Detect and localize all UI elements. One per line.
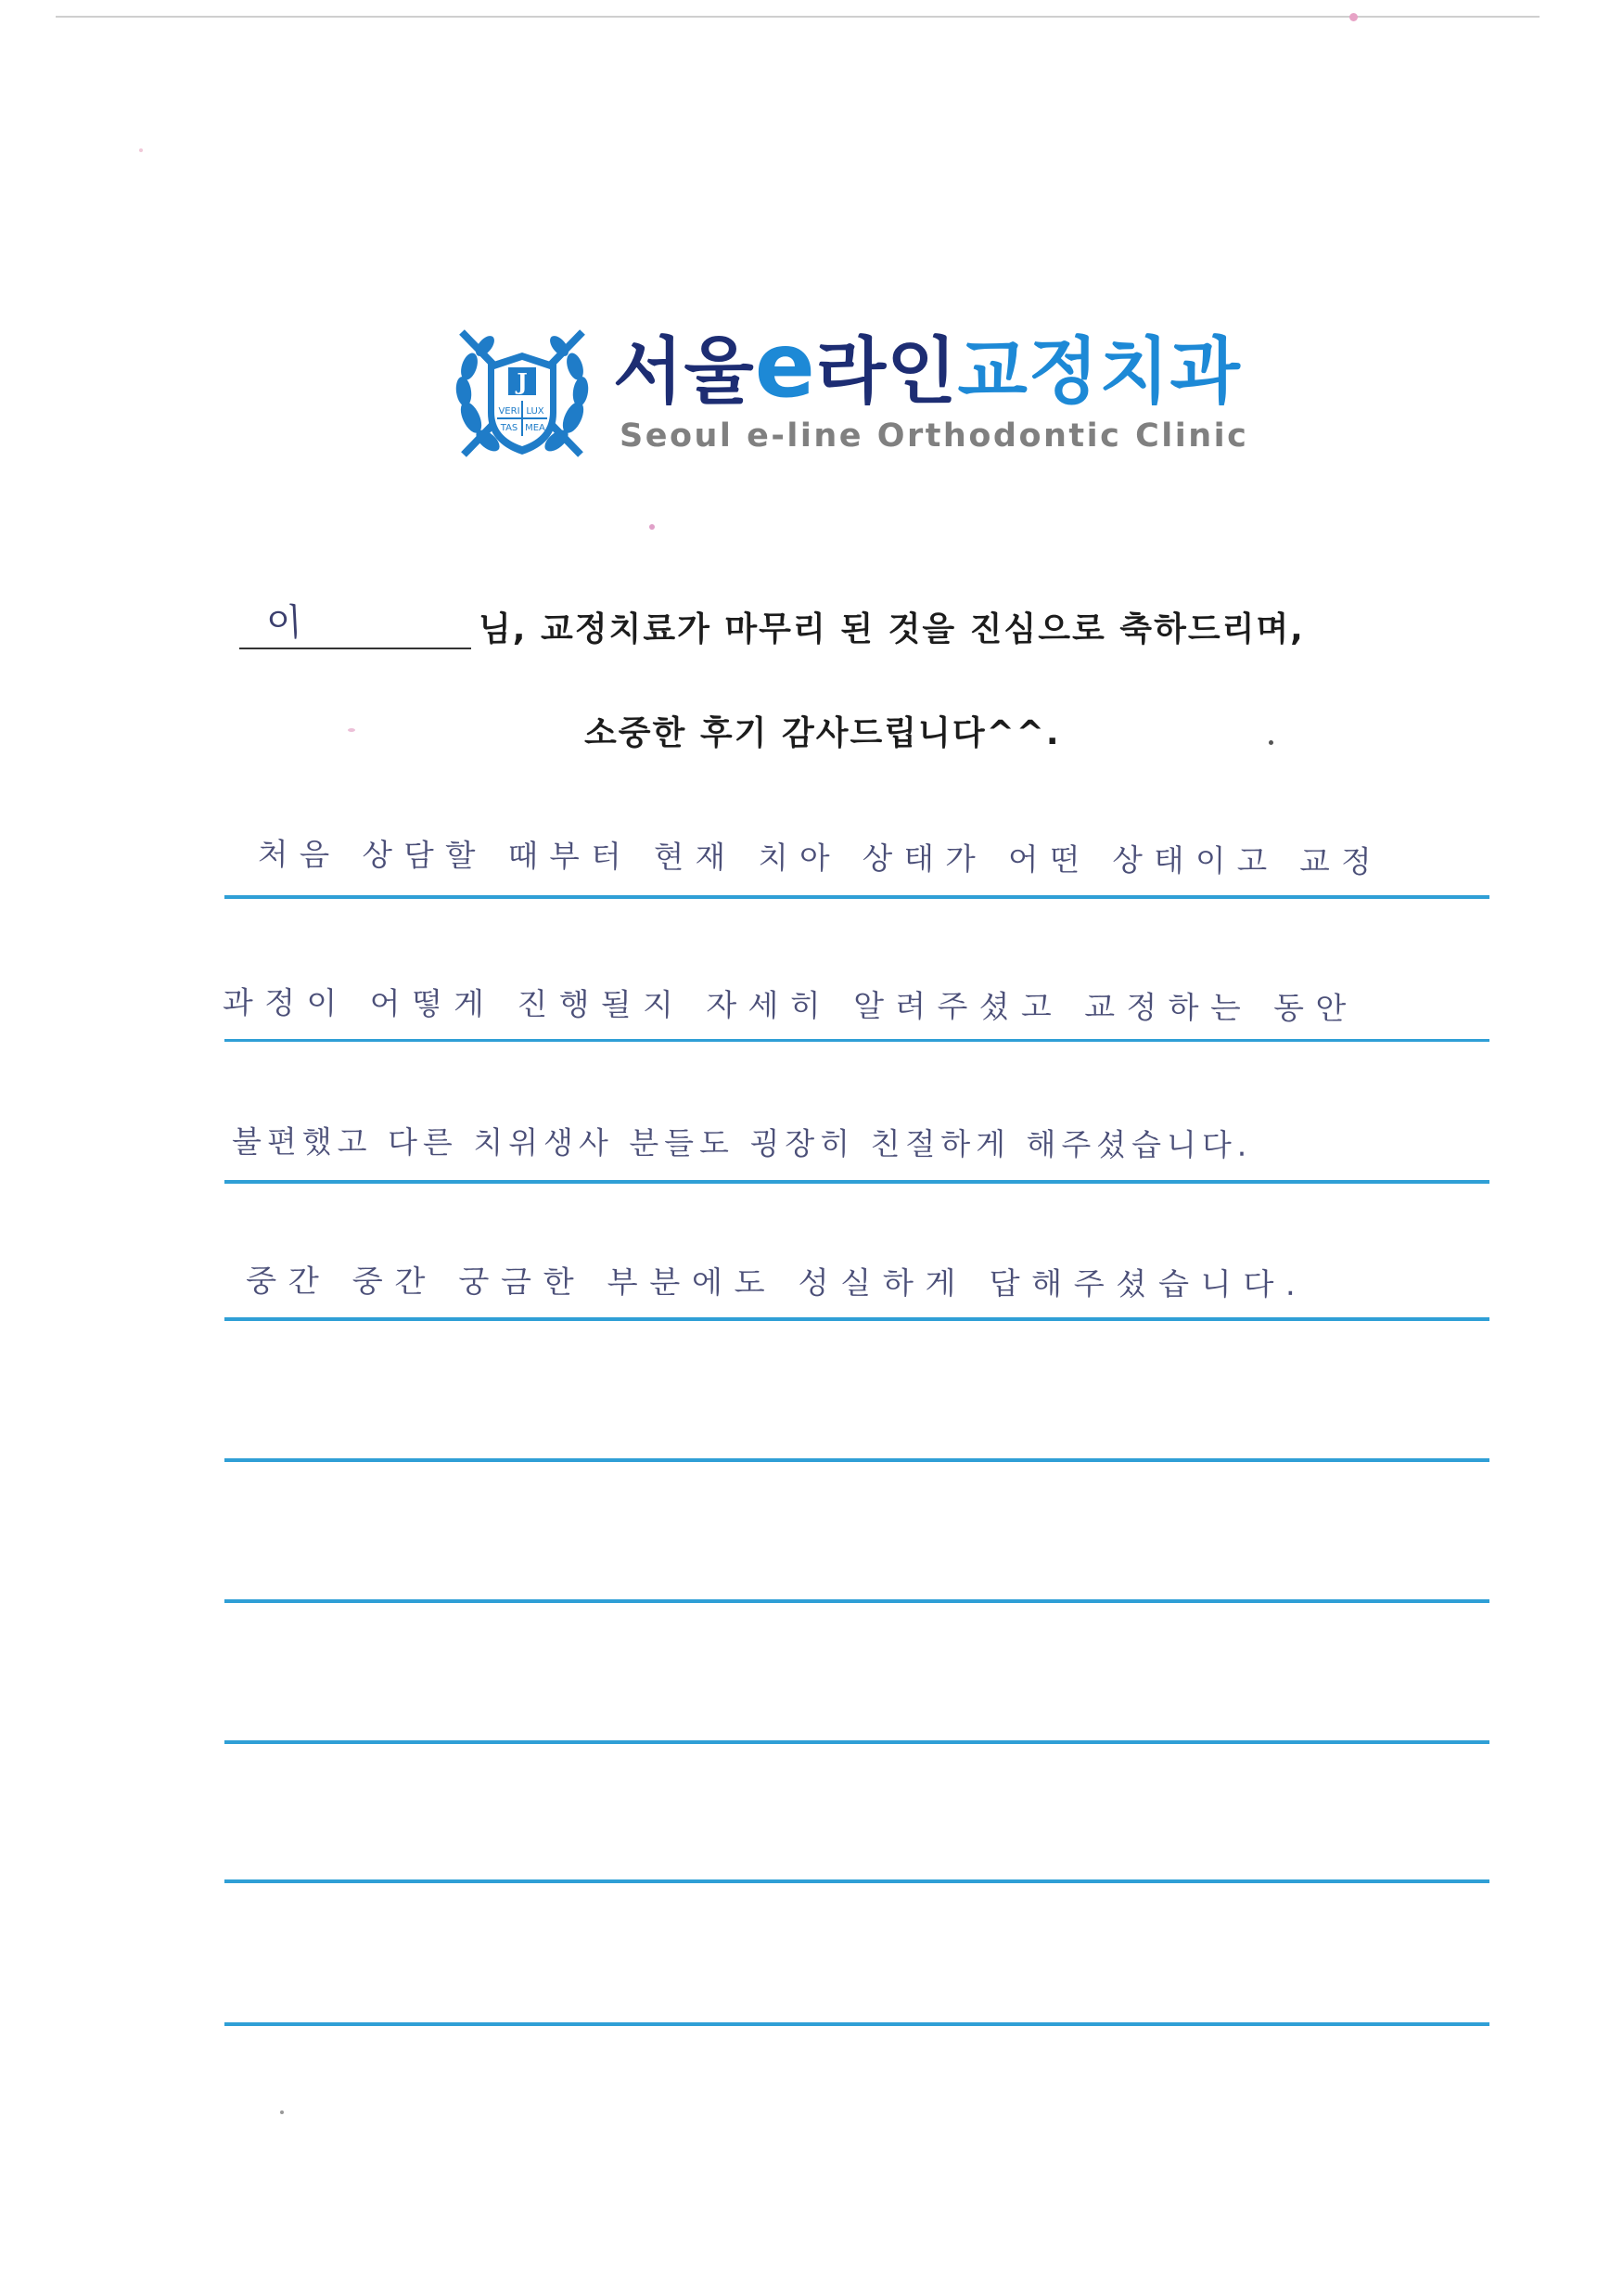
clinic-name-korean bbox=[613, 314, 1241, 417]
clinic-name-part: e bbox=[754, 314, 816, 417]
scan-speck bbox=[1349, 13, 1358, 21]
svg-text:J: J bbox=[517, 368, 528, 395]
scan-speck bbox=[649, 524, 655, 530]
ruled-line bbox=[224, 1740, 1489, 1744]
greeting-line-2: 소중한 후기 감사드립니다^^. bbox=[584, 714, 1061, 752]
ruled-line bbox=[224, 1599, 1489, 1603]
patient-name-handwritten: 이 bbox=[265, 601, 304, 646]
ruled-line bbox=[224, 1039, 1489, 1042]
emblem-text: MEA bbox=[525, 423, 545, 433]
ruled-line bbox=[224, 2022, 1489, 2026]
clinic-name-part: 서울 bbox=[613, 330, 755, 414]
greeting-line-1: 님, 교정치료가 마무리 된 것을 진심으로 축하드리며, bbox=[479, 610, 1305, 648]
ruled-line bbox=[224, 1879, 1489, 1883]
ruled-line bbox=[224, 1180, 1489, 1184]
scan-speck bbox=[1269, 740, 1273, 745]
scan-speck bbox=[348, 728, 355, 732]
scan-speck bbox=[139, 148, 143, 152]
ruled-line bbox=[224, 1458, 1489, 1462]
review-line-1: 처음 상담할 때부터 현재 치아 상태가 어떤 상태이고 교정 bbox=[257, 836, 1384, 880]
scan-speck bbox=[280, 2110, 284, 2114]
name-blank-line bbox=[239, 648, 471, 649]
emblem-text: LUX bbox=[526, 406, 544, 417]
emblem-text: VERI bbox=[498, 406, 520, 417]
page-top-edge-line bbox=[56, 16, 1540, 18]
review-line-4: 중간 중간 궁금한 부분에도 성실하게 답해주셨습니다. bbox=[245, 1263, 1308, 1302]
ruled-line bbox=[224, 1317, 1489, 1321]
clinic-name-part: 라인 bbox=[815, 330, 958, 414]
ruled-line bbox=[224, 895, 1489, 899]
clinic-emblem-icon bbox=[443, 315, 601, 473]
review-line-2: 과정이 어떻게 진행될지 자세히 알려주셨고 교정하는 동안 bbox=[222, 984, 1358, 1027]
review-line-3: 불편했고 다른 치위생사 분들도 굉장히 친절하게 해주셨습니다. bbox=[231, 1123, 1253, 1163]
emblem-text: TAS bbox=[500, 423, 518, 433]
clinic-name-english: Seoul e-line Orthodontic Clinic bbox=[620, 417, 1249, 455]
clinic-name-part: 교정치과 bbox=[957, 330, 1241, 414]
clinic-logo bbox=[443, 315, 1278, 473]
